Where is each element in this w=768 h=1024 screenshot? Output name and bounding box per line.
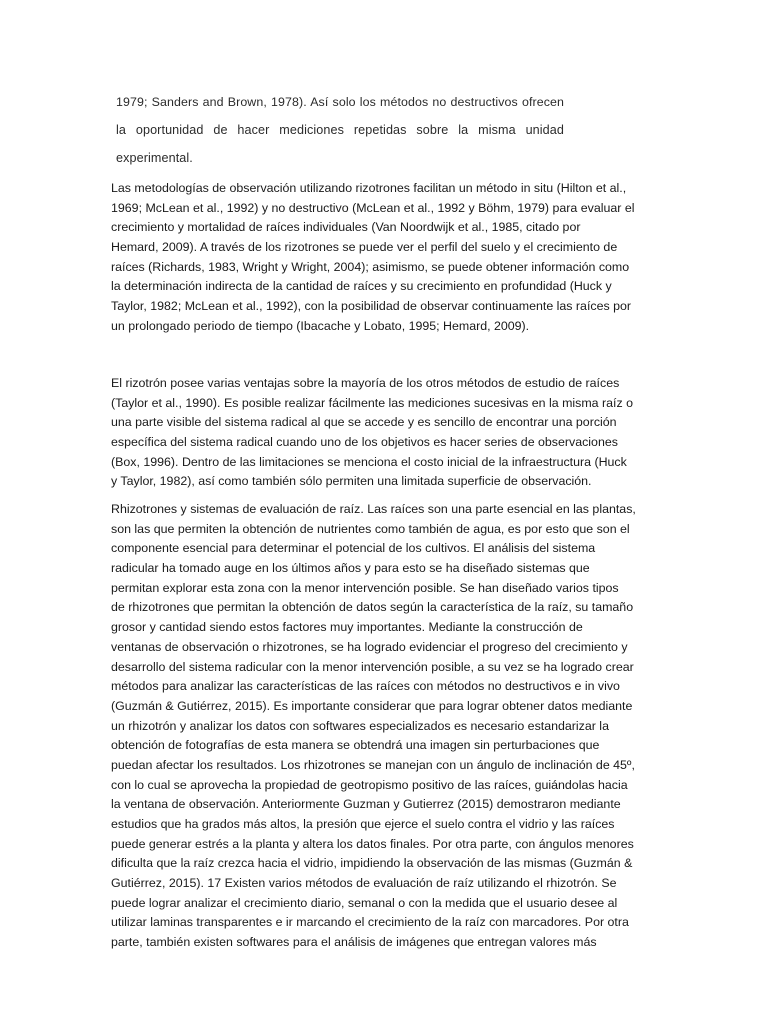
text-line: (Box, 1996). Dentro de las limitaciones se menciona el costo inicial de la infraestructura (Huck — [111, 454, 627, 469]
text-line: con lo cual se aprovecha la propiedad de geotropismo positivo de las raíces, guiándolas hacia — [111, 777, 628, 792]
text-line: puede lograr analizar el crecimiento diario, semanal o con la medida que el usuario desee al — [111, 895, 618, 910]
text-line: grosor y cantidad siendo estos factores muy importantes. Mediante la construcción de — [111, 620, 583, 635]
text-line: puede generar estrés a la planta y altera los datos finales. Por otra parte, con ángulos menores — [111, 836, 634, 851]
paragraph-rhizotrones-sistemas — [111, 500, 656, 953]
text-line: y Taylor, 1982), así como también sólo permiten una limitada superficie de observación. — [111, 474, 592, 489]
text-line: raíces (Richards, 1983, Wright y Wright, 2004); asimismo, se puede obtener información como — [111, 259, 630, 274]
text-line: componente esencial para determinar el potencial de los cultivos. El análisis del sistema — [111, 541, 596, 556]
scanned-line: 1979; Sanders and Brown, 1978). Así solo los métodos no destructivos ofrecen — [116, 95, 564, 109]
text-line: la determinación indirecta de la cantidad de raíces y su crecimiento en profundidad (Huck y — [111, 279, 612, 294]
text-line: crecimiento y mortalidad de raíces individuales (Van Noordwijk et al., 1985, citado por — [111, 220, 581, 235]
paragraph-rizotrones-metodologia — [111, 179, 656, 337]
text-line: específica del sistema radical cuando uno de los objetivos es hacer series de observaciones — [111, 435, 618, 450]
text-line: Gutiérrez, 2015). 17 Existen varios métodos de evaluación de raíz utilizando el rhizotrón. Se — [111, 876, 617, 891]
text-line: desarrollo del sistema radicular con la menor intervención posible, a su vez se ha logrado crear — [111, 659, 634, 674]
text-line: (Taylor et al., 1990). Es posible realizar fácilmente las mediciones sucesivas en la misma raíz o — [111, 395, 634, 410]
text-line: Hemard, 2009). A través de los rizotrones se puede ver el perfil del suelo y el crecimiento de — [111, 240, 618, 255]
text-line: la ventana de observación. Anteriormente Guzman y Gutierrez (2015) demostraron mediante — [111, 797, 621, 812]
text-line: parte, también existen softwares para el análisis de imágenes que entregan valores más — [111, 935, 597, 950]
text-line: permitan explorar esta zona con la menor intervención posible. Se han diseñado varios tipos — [111, 580, 619, 595]
text-line: Rhizotrones y sistemas de evaluación de raíz. Las raíces son una parte esencial en las plantas, — [111, 502, 636, 516]
text-line: utilizar laminas transparentes e ir marcando el crecimiento de la raíz con marcadores. Por otra — [111, 915, 629, 930]
text-line: Las metodologías de observación utilizando rizotrones facilitan un método in situ (Hilton et al., — [111, 181, 627, 195]
text-line: de rhizotrones que permitan la obtención de datos según la característica de la raíz, su tamaño — [111, 600, 634, 615]
scanned-line: la oportunidad de hacer mediciones repetidas sobre la misma unidad — [116, 123, 564, 137]
text-line: un prolongado periodo de tiempo (Ibacache y Lobato, 1995; Hemard, 2009). — [111, 318, 530, 333]
scanned-line: experimental. — [116, 151, 193, 165]
text-line: una parte visible del sistema radical al que se accede y es sencillo de encontrar una porción — [111, 415, 617, 430]
text-line: un rhizotrón y analizar los datos con softwares especializados es necesario estandarizar la — [111, 718, 609, 733]
text-line: Taylor, 1982; McLean et al., 1992), con la posibilidad de observar continuamente las raíces por — [111, 299, 632, 314]
text-line: obtención de fotografías de esta manera se obtendrá una imagen sin perturbaciones que — [111, 738, 600, 753]
text-line: radicular ha tomado auge en los últimos años y para esto se ha diseñado sistemas que — [111, 561, 590, 576]
text-line: son las que permiten la obtención de nutrientes como también de agua, es por esto que son el — [111, 521, 630, 536]
text-line: ventanas de observación o rhizotrones, se ha logrado evidenciar el progreso del crecimiento y — [111, 639, 628, 654]
text-line: El rizotrón posee varias ventajas sobre la mayoría de los otros métodos de estudio de raíces — [111, 376, 620, 390]
text-line: (Guzmán & Gutiérrez, 2015). Es importante considerar que para lograr obtener datos mediante — [111, 698, 633, 713]
text-line: estudios que ha grados más altos, la presión que ejerce el suelo contra el vidrio y las raíces — [111, 817, 615, 831]
text-line: métodos para analizar las características de las raíces con métodos no destructivos e in vivo — [111, 679, 620, 694]
text-line: 1969; McLean et al., 1992) y no destructivo (McLean et al., 1992 y Böhm, 1979) para evaluar el — [111, 200, 635, 215]
text-line: dificulta que la raíz crezca hacia el vidrio, impidiendo la observación de las mismas (Guzmán & — [111, 856, 633, 871]
text-line: puedan afectar los resultados. Los rhizotrones se manejan con un ángulo de inclinación de 45º, — [111, 757, 635, 772]
paragraph-ventajas-rizotron — [111, 374, 656, 492]
scanned-excerpt — [116, 92, 564, 176]
